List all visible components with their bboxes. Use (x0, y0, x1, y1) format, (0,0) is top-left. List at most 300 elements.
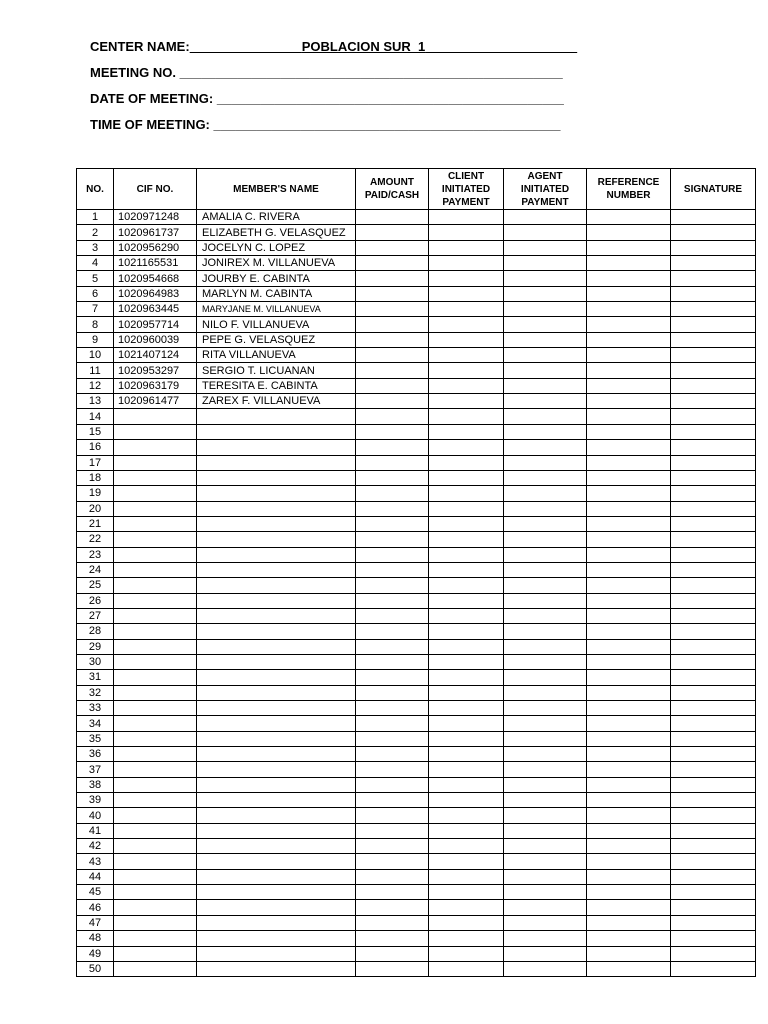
cif-number-cell: 1020961477 (114, 394, 197, 409)
client-initiated-cell[interactable] (429, 455, 504, 470)
signature-cell[interactable] (671, 624, 756, 639)
amount-paid-cell[interactable] (356, 823, 429, 838)
amount-paid-cell[interactable] (356, 808, 429, 823)
client-initiated-cell[interactable] (429, 286, 504, 301)
signature-cell[interactable] (671, 532, 756, 547)
amount-paid-cell[interactable] (356, 378, 429, 393)
signature-cell[interactable] (671, 639, 756, 654)
client-initiated-cell[interactable] (429, 302, 504, 317)
agent-initiated-cell[interactable] (504, 900, 587, 915)
row-number: 28 (77, 624, 114, 639)
row-number: 19 (77, 486, 114, 501)
cif-number-cell (114, 654, 197, 669)
client-initiated-cell[interactable] (429, 823, 504, 838)
amount-paid-cell[interactable] (356, 869, 429, 884)
row-number: 9 (77, 332, 114, 347)
reference-number-cell[interactable] (587, 424, 671, 439)
agent-initiated-cell[interactable] (504, 731, 587, 746)
client-initiated-cell[interactable] (429, 424, 504, 439)
reference-number-cell[interactable] (587, 593, 671, 608)
amount-paid-cell[interactable] (356, 394, 429, 409)
table-row (77, 547, 756, 562)
reference-number-cell[interactable] (587, 608, 671, 623)
agent-initiated-cell[interactable] (504, 363, 587, 378)
cif-number-cell (114, 578, 197, 593)
client-initiated-cell[interactable] (429, 670, 504, 685)
table-row (77, 777, 756, 792)
agent-initiated-cell[interactable] (504, 271, 587, 286)
cif-number-cell (114, 731, 197, 746)
reference-number-cell[interactable] (587, 286, 671, 301)
client-initiated-cell[interactable] (429, 900, 504, 915)
signature-cell[interactable] (671, 946, 756, 961)
reference-number-cell[interactable] (587, 516, 671, 531)
member-name-cell: JOURBY E. CABINTA (197, 271, 356, 286)
member-name-cell: RITA VILLANUEVA (197, 348, 356, 363)
signature-cell[interactable] (671, 854, 756, 869)
agent-initiated-cell[interactable] (504, 470, 587, 485)
time-of-meeting-field[interactable]: ________________________________________________ (209, 117, 561, 132)
reference-number-cell[interactable] (587, 578, 671, 593)
table-header-row (77, 169, 756, 210)
reference-number-cell[interactable] (587, 302, 671, 317)
client-initiated-cell[interactable] (429, 394, 504, 409)
client-initiated-cell[interactable] (429, 240, 504, 255)
reference-number-cell[interactable] (587, 854, 671, 869)
amount-paid-cell[interactable] (356, 332, 429, 347)
signature-cell[interactable] (671, 823, 756, 838)
table-row (77, 440, 756, 455)
row-number: 22 (77, 532, 114, 547)
reference-number-cell[interactable] (587, 562, 671, 577)
reference-number-cell[interactable] (587, 225, 671, 240)
cif-number-cell (114, 793, 197, 808)
reference-number-cell[interactable] (587, 532, 671, 547)
agent-initiated-cell[interactable] (504, 332, 587, 347)
signature-cell[interactable] (671, 915, 756, 930)
agent-initiated-cell[interactable] (504, 961, 587, 976)
signature-cell[interactable] (671, 731, 756, 746)
client-initiated-cell[interactable] (429, 348, 504, 363)
amount-paid-cell[interactable] (356, 670, 429, 685)
row-number: 23 (77, 547, 114, 562)
amount-paid-cell[interactable] (356, 747, 429, 762)
reference-number-cell[interactable] (587, 701, 671, 716)
reference-number-cell[interactable] (587, 777, 671, 792)
client-initiated-cell[interactable] (429, 378, 504, 393)
reference-number-cell[interactable] (587, 455, 671, 470)
signature-cell[interactable] (671, 486, 756, 501)
amount-paid-cell[interactable] (356, 363, 429, 378)
signature-cell[interactable] (671, 900, 756, 915)
agent-initiated-cell[interactable] (504, 701, 587, 716)
reference-number-cell[interactable] (587, 915, 671, 930)
reference-number-cell[interactable] (587, 670, 671, 685)
reference-number-cell[interactable] (587, 762, 671, 777)
amount-paid-cell[interactable] (356, 731, 429, 746)
col-header-amount-paid: AMOUNT PAID/CASH (356, 169, 429, 210)
signature-cell[interactable] (671, 302, 756, 317)
meeting-no-field[interactable]: _____________________________________________________ (175, 65, 563, 80)
agent-initiated-cell[interactable] (504, 931, 587, 946)
reference-number-cell[interactable] (587, 501, 671, 516)
agent-initiated-cell[interactable] (504, 777, 587, 792)
agent-initiated-cell[interactable] (504, 608, 587, 623)
table-row (77, 823, 756, 838)
row-number: 2 (77, 225, 114, 240)
signature-cell[interactable] (671, 747, 756, 762)
reference-number-cell[interactable] (587, 808, 671, 823)
signature-cell[interactable] (671, 286, 756, 301)
reference-number-cell[interactable] (587, 823, 671, 838)
client-initiated-cell[interactable] (429, 854, 504, 869)
cif-number-cell: 1020961737 (114, 225, 197, 240)
date-of-meeting-field[interactable]: ________________________________________________ (213, 91, 564, 106)
amount-paid-cell[interactable] (356, 608, 429, 623)
amount-paid-cell[interactable] (356, 317, 429, 332)
amount-paid-cell[interactable] (356, 946, 429, 961)
client-initiated-cell[interactable] (429, 931, 504, 946)
amount-paid-cell[interactable] (356, 225, 429, 240)
agent-initiated-cell[interactable] (504, 409, 587, 424)
amount-paid-cell[interactable] (356, 547, 429, 562)
amount-paid-cell[interactable] (356, 624, 429, 639)
client-initiated-cell[interactable] (429, 654, 504, 669)
agent-initiated-cell[interactable] (504, 685, 587, 700)
amount-paid-cell[interactable] (356, 455, 429, 470)
signature-cell[interactable] (671, 593, 756, 608)
signature-cell[interactable] (671, 455, 756, 470)
agent-initiated-cell[interactable] (504, 424, 587, 439)
reference-number-cell[interactable] (587, 793, 671, 808)
client-initiated-cell[interactable] (429, 593, 504, 608)
reference-number-cell[interactable] (587, 624, 671, 639)
amount-paid-cell[interactable] (356, 286, 429, 301)
reference-number-cell[interactable] (587, 470, 671, 485)
table-row (77, 409, 756, 424)
cif-number-cell (114, 946, 197, 961)
agent-initiated-cell[interactable] (504, 670, 587, 685)
member-name-cell (197, 501, 356, 516)
cif-number-cell (114, 424, 197, 439)
client-initiated-cell[interactable] (429, 716, 504, 731)
meeting-no-line (90, 64, 577, 90)
amount-paid-cell[interactable] (356, 516, 429, 531)
member-name-cell (197, 823, 356, 838)
agent-initiated-cell[interactable] (504, 869, 587, 884)
table-row (77, 470, 756, 485)
client-initiated-cell[interactable] (429, 762, 504, 777)
reference-number-cell[interactable] (587, 961, 671, 976)
agent-initiated-cell[interactable] (504, 440, 587, 455)
signature-cell[interactable] (671, 701, 756, 716)
reference-number-cell[interactable] (587, 486, 671, 501)
reference-number-cell[interactable] (587, 240, 671, 255)
client-initiated-cell[interactable] (429, 961, 504, 976)
client-initiated-cell[interactable] (429, 532, 504, 547)
reference-number-cell[interactable] (587, 317, 671, 332)
amount-paid-cell[interactable] (356, 409, 429, 424)
amount-paid-cell[interactable] (356, 685, 429, 700)
client-initiated-cell[interactable] (429, 332, 504, 347)
row-number: 32 (77, 685, 114, 700)
client-initiated-cell[interactable] (429, 685, 504, 700)
client-initiated-cell[interactable] (429, 317, 504, 332)
reference-number-cell[interactable] (587, 946, 671, 961)
reference-number-cell[interactable] (587, 839, 671, 854)
agent-initiated-cell[interactable] (504, 317, 587, 332)
amount-paid-cell[interactable] (356, 532, 429, 547)
amount-paid-cell[interactable] (356, 302, 429, 317)
agent-initiated-cell[interactable] (504, 501, 587, 516)
signature-cell[interactable] (671, 271, 756, 286)
amount-paid-cell[interactable] (356, 486, 429, 501)
amount-paid-cell[interactable] (356, 256, 429, 271)
client-initiated-cell[interactable] (429, 777, 504, 792)
signature-cell[interactable] (671, 394, 756, 409)
reference-number-cell[interactable] (587, 931, 671, 946)
signature-cell[interactable] (671, 762, 756, 777)
amount-paid-cell[interactable] (356, 716, 429, 731)
amount-paid-cell[interactable] (356, 777, 429, 792)
member-name-cell: MARYJANE M. VILLANUEVA (197, 302, 356, 317)
client-initiated-cell[interactable] (429, 363, 504, 378)
signature-cell[interactable] (671, 348, 756, 363)
amount-paid-cell[interactable] (356, 562, 429, 577)
client-initiated-cell[interactable] (429, 624, 504, 639)
reference-number-cell[interactable] (587, 731, 671, 746)
agent-initiated-cell[interactable] (504, 793, 587, 808)
member-name-cell (197, 409, 356, 424)
agent-initiated-cell[interactable] (504, 394, 587, 409)
signature-cell[interactable] (671, 317, 756, 332)
signature-cell[interactable] (671, 440, 756, 455)
client-initiated-cell[interactable] (429, 210, 504, 225)
client-initiated-cell[interactable] (429, 869, 504, 884)
row-number: 38 (77, 777, 114, 792)
reference-number-cell[interactable] (587, 869, 671, 884)
client-initiated-cell[interactable] (429, 808, 504, 823)
agent-initiated-cell[interactable] (504, 455, 587, 470)
agent-initiated-cell[interactable] (504, 486, 587, 501)
agent-initiated-cell[interactable] (504, 716, 587, 731)
client-initiated-cell[interactable] (429, 409, 504, 424)
client-initiated-cell[interactable] (429, 225, 504, 240)
signature-cell[interactable] (671, 562, 756, 577)
col-header-member-name: MEMBER'S NAME (197, 169, 356, 210)
client-initiated-cell[interactable] (429, 271, 504, 286)
client-initiated-cell[interactable] (429, 731, 504, 746)
row-number: 4 (77, 256, 114, 271)
signature-cell[interactable] (671, 608, 756, 623)
reference-number-cell[interactable] (587, 547, 671, 562)
client-initiated-cell[interactable] (429, 793, 504, 808)
signature-cell[interactable] (671, 839, 756, 854)
signature-cell[interactable] (671, 777, 756, 792)
signature-cell[interactable] (671, 670, 756, 685)
reference-number-cell[interactable] (587, 378, 671, 393)
amount-paid-cell[interactable] (356, 885, 429, 900)
signature-cell[interactable] (671, 885, 756, 900)
reference-number-cell[interactable] (587, 332, 671, 347)
member-name-cell (197, 532, 356, 547)
reference-number-cell[interactable] (587, 363, 671, 378)
agent-initiated-cell[interactable] (504, 378, 587, 393)
cif-number-cell (114, 670, 197, 685)
member-name-cell (197, 793, 356, 808)
reference-number-cell[interactable] (587, 348, 671, 363)
amount-paid-cell[interactable] (356, 839, 429, 854)
signature-cell[interactable] (671, 869, 756, 884)
signature-cell[interactable] (671, 961, 756, 976)
amount-paid-cell[interactable] (356, 348, 429, 363)
agent-initiated-cell[interactable] (504, 516, 587, 531)
agent-initiated-cell[interactable] (504, 225, 587, 240)
signature-cell[interactable] (671, 547, 756, 562)
row-number: 15 (77, 424, 114, 439)
agent-initiated-cell[interactable] (504, 885, 587, 900)
client-initiated-cell[interactable] (429, 608, 504, 623)
amount-paid-cell[interactable] (356, 639, 429, 654)
client-initiated-cell[interactable] (429, 470, 504, 485)
signature-cell[interactable] (671, 578, 756, 593)
signature-cell[interactable] (671, 470, 756, 485)
signature-cell[interactable] (671, 225, 756, 240)
center-name-text: POBLACION SUR_1 (301, 39, 426, 54)
agent-initiated-cell[interactable] (504, 839, 587, 854)
reference-number-cell[interactable] (587, 885, 671, 900)
client-initiated-cell[interactable] (429, 885, 504, 900)
client-initiated-cell[interactable] (429, 747, 504, 762)
agent-initiated-cell[interactable] (504, 302, 587, 317)
amount-paid-cell[interactable] (356, 915, 429, 930)
agent-initiated-cell[interactable] (504, 532, 587, 547)
reference-number-cell[interactable] (587, 271, 671, 286)
amount-paid-cell[interactable] (356, 900, 429, 915)
agent-initiated-cell[interactable] (504, 639, 587, 654)
client-initiated-cell[interactable] (429, 562, 504, 577)
client-initiated-cell[interactable] (429, 578, 504, 593)
client-initiated-cell[interactable] (429, 501, 504, 516)
signature-cell[interactable] (671, 378, 756, 393)
agent-initiated-cell[interactable] (504, 654, 587, 669)
agent-initiated-cell[interactable] (504, 747, 587, 762)
client-initiated-cell[interactable] (429, 946, 504, 961)
amount-paid-cell[interactable] (356, 931, 429, 946)
agent-initiated-cell[interactable] (504, 823, 587, 838)
client-initiated-cell[interactable] (429, 839, 504, 854)
signature-cell[interactable] (671, 256, 756, 271)
client-initiated-cell[interactable] (429, 256, 504, 271)
col-header-no: NO. (77, 169, 114, 210)
client-initiated-cell[interactable] (429, 486, 504, 501)
signature-cell[interactable] (671, 808, 756, 823)
row-number: 44 (77, 869, 114, 884)
client-initiated-cell[interactable] (429, 915, 504, 930)
signature-cell[interactable] (671, 409, 756, 424)
agent-initiated-cell[interactable] (504, 624, 587, 639)
client-initiated-cell[interactable] (429, 516, 504, 531)
signature-cell[interactable] (671, 685, 756, 700)
reference-number-cell[interactable] (587, 256, 671, 271)
amount-paid-cell[interactable] (356, 440, 429, 455)
signature-cell[interactable] (671, 654, 756, 669)
signature-cell[interactable] (671, 931, 756, 946)
signature-cell[interactable] (671, 424, 756, 439)
agent-initiated-cell[interactable] (504, 854, 587, 869)
agent-initiated-cell[interactable] (504, 286, 587, 301)
amount-paid-cell[interactable] (356, 701, 429, 716)
amount-paid-cell[interactable] (356, 240, 429, 255)
amount-paid-cell[interactable] (356, 501, 429, 516)
amount-paid-cell[interactable] (356, 793, 429, 808)
reference-number-cell[interactable] (587, 409, 671, 424)
reference-number-cell[interactable] (587, 747, 671, 762)
agent-initiated-cell[interactable] (504, 762, 587, 777)
reference-number-cell[interactable] (587, 210, 671, 225)
client-initiated-cell[interactable] (429, 547, 504, 562)
member-name-cell (197, 578, 356, 593)
cif-number-cell (114, 777, 197, 792)
member-name-cell: ELIZABETH G. VELASQUEZ (197, 225, 356, 240)
signature-cell[interactable] (671, 501, 756, 516)
amount-paid-cell[interactable] (356, 854, 429, 869)
table-row (77, 394, 756, 409)
cif-number-cell (114, 624, 197, 639)
reference-number-cell[interactable] (587, 639, 671, 654)
client-initiated-cell[interactable] (429, 440, 504, 455)
amount-paid-cell[interactable] (356, 470, 429, 485)
signature-cell[interactable] (671, 516, 756, 531)
reference-number-cell[interactable] (587, 654, 671, 669)
amount-paid-cell[interactable] (356, 424, 429, 439)
agent-initiated-cell[interactable] (504, 547, 587, 562)
signature-cell[interactable] (671, 210, 756, 225)
reference-number-cell[interactable] (587, 716, 671, 731)
reference-number-cell[interactable] (587, 440, 671, 455)
amount-paid-cell[interactable] (356, 593, 429, 608)
client-initiated-cell[interactable] (429, 639, 504, 654)
agent-initiated-cell[interactable] (504, 562, 587, 577)
amount-paid-cell[interactable] (356, 654, 429, 669)
signature-cell[interactable] (671, 716, 756, 731)
agent-initiated-cell[interactable] (504, 256, 587, 271)
agent-initiated-cell[interactable] (504, 946, 587, 961)
signature-cell[interactable] (671, 363, 756, 378)
agent-initiated-cell[interactable] (504, 915, 587, 930)
reference-number-cell[interactable] (587, 685, 671, 700)
amount-paid-cell[interactable] (356, 961, 429, 976)
signature-cell[interactable] (671, 332, 756, 347)
center-name-value[interactable] (190, 39, 577, 54)
reference-number-cell[interactable] (587, 900, 671, 915)
member-name-cell: PEPE G. VELASQUEZ (197, 332, 356, 347)
client-initiated-cell[interactable] (429, 701, 504, 716)
signature-cell[interactable] (671, 240, 756, 255)
amount-paid-cell[interactable] (356, 578, 429, 593)
amount-paid-cell[interactable] (356, 762, 429, 777)
amount-paid-cell[interactable] (356, 271, 429, 286)
agent-initiated-cell[interactable] (504, 240, 587, 255)
agent-initiated-cell[interactable] (504, 210, 587, 225)
agent-initiated-cell[interactable] (504, 578, 587, 593)
agent-initiated-cell[interactable] (504, 348, 587, 363)
amount-paid-cell[interactable] (356, 210, 429, 225)
signature-cell[interactable] (671, 793, 756, 808)
agent-initiated-cell[interactable] (504, 593, 587, 608)
agent-initiated-cell[interactable] (504, 808, 587, 823)
reference-number-cell[interactable] (587, 394, 671, 409)
